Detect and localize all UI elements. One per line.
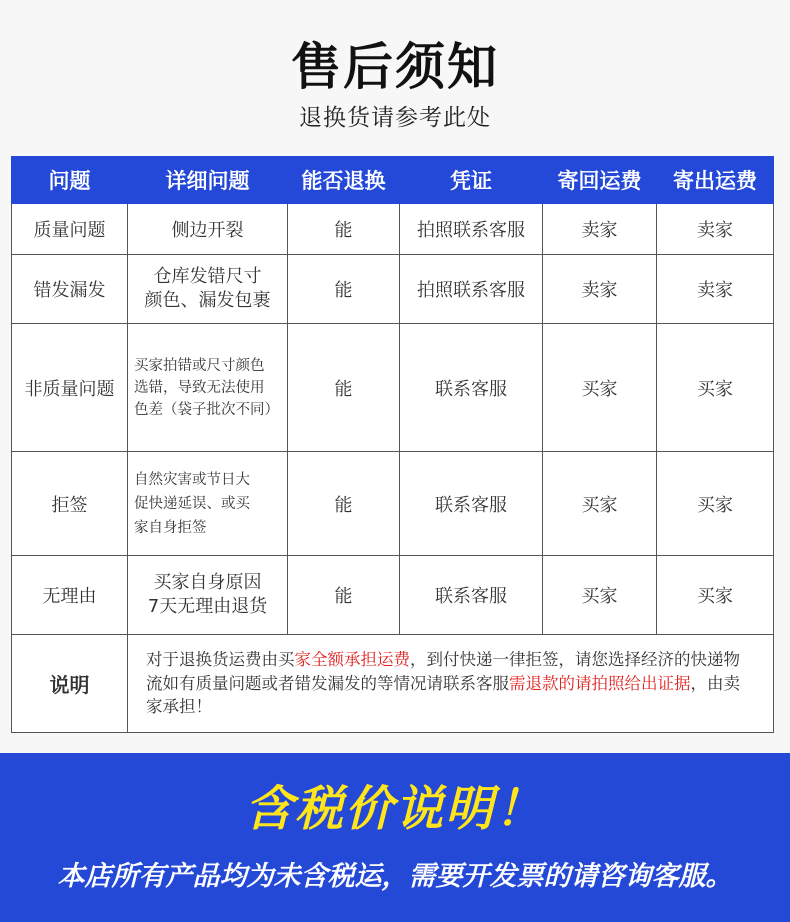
detail-line: 买家自身原因 bbox=[153, 572, 262, 593]
note-text-part: 对于退换货运费由买 bbox=[146, 650, 295, 670]
detail-line: 侧边开裂 bbox=[171, 220, 244, 241]
detail-line: 自然灾害或节日大 bbox=[134, 471, 250, 488]
after-sales-table bbox=[11, 156, 774, 733]
row-returnable: 能 bbox=[288, 324, 400, 452]
row-returnable: 能 bbox=[288, 255, 400, 324]
column-header-issue: 问题 bbox=[12, 157, 128, 204]
note-text bbox=[128, 635, 774, 733]
detail-line: 促快递延误、或买 bbox=[134, 495, 250, 512]
row-issue: 非质量问题 bbox=[12, 324, 128, 452]
row-detail bbox=[128, 204, 288, 255]
detail-line: 选错，导致无法使用 bbox=[134, 379, 265, 396]
note-text-part: ，由卖家承担！ bbox=[146, 673, 740, 717]
note-label: 说明 bbox=[12, 635, 128, 733]
column-header-detail: 详细问题 bbox=[128, 157, 288, 204]
table-row bbox=[12, 255, 774, 324]
detail-line: 颜色、漏发包裹 bbox=[144, 290, 271, 311]
detail-line: 家自身拒签 bbox=[134, 519, 207, 536]
page-subtitle: 退换货请参考此处 bbox=[299, 105, 491, 131]
row-proof: 联系客服 bbox=[400, 556, 543, 635]
row-issue: 拒签 bbox=[12, 452, 128, 556]
row-issue: 无理由 bbox=[12, 556, 128, 635]
column-header-return-fee: 寄回运费 bbox=[543, 157, 657, 204]
row-proof: 拍照联系客服 bbox=[400, 204, 543, 255]
row-return-fee: 卖家 bbox=[543, 255, 657, 324]
table-row bbox=[12, 324, 774, 452]
row-ship-fee: 买家 bbox=[657, 556, 774, 635]
table-row bbox=[12, 556, 774, 635]
row-return-fee: 买家 bbox=[543, 452, 657, 556]
row-proof: 拍照联系客服 bbox=[400, 255, 543, 324]
row-returnable: 能 bbox=[288, 452, 400, 556]
row-returnable: 能 bbox=[288, 204, 400, 255]
row-detail bbox=[128, 255, 288, 324]
note-highlight-buyer-fee: 家全额承担运费 bbox=[294, 650, 410, 670]
detail-line: 仓库发错尺寸 bbox=[153, 266, 262, 287]
row-detail bbox=[128, 556, 288, 635]
detail-line: 色差（袋子批次不同） bbox=[134, 401, 279, 418]
row-ship-fee: 卖家 bbox=[657, 204, 774, 255]
row-return-fee: 买家 bbox=[543, 324, 657, 452]
note-text-part: ，到付快递一律拒签，请您选择经济的快递物流如有质量问题或者错发漏发的等情况请联系客服 bbox=[146, 650, 740, 693]
page-title: 售后须知 bbox=[291, 38, 499, 96]
column-header-returnable: 能否退换 bbox=[288, 157, 400, 204]
row-ship-fee: 买家 bbox=[657, 452, 774, 556]
note-highlight-refund-proof: 需退款的请拍照给出证据 bbox=[509, 673, 691, 693]
row-proof: 联系客服 bbox=[400, 324, 543, 452]
row-detail bbox=[128, 324, 288, 452]
row-proof: 联系客服 bbox=[400, 452, 543, 556]
tax-price-banner bbox=[0, 753, 790, 922]
column-header-proof: 凭证 bbox=[400, 157, 543, 204]
table-row bbox=[12, 204, 774, 255]
table-row bbox=[12, 452, 774, 556]
detail-line: 7天无理由退货 bbox=[147, 596, 268, 617]
row-issue: 质量问题 bbox=[12, 204, 128, 255]
row-issue: 错发漏发 bbox=[12, 255, 128, 324]
row-return-fee: 买家 bbox=[543, 556, 657, 635]
row-detail bbox=[128, 452, 288, 556]
note-row bbox=[12, 635, 774, 733]
table-header-row bbox=[12, 157, 774, 204]
row-returnable: 能 bbox=[288, 556, 400, 635]
column-header-ship-fee: 寄出运费 bbox=[657, 157, 774, 204]
row-ship-fee: 卖家 bbox=[657, 255, 774, 324]
banner-title: 含税价说明！ bbox=[244, 781, 545, 837]
detail-line: 买家拍错或尺寸颜色 bbox=[134, 357, 265, 374]
row-return-fee: 卖家 bbox=[543, 204, 657, 255]
row-ship-fee: 买家 bbox=[657, 324, 774, 452]
banner-text: 本店所有产品均为未含税运，需要开发票的请咨询客服。 bbox=[57, 861, 733, 892]
